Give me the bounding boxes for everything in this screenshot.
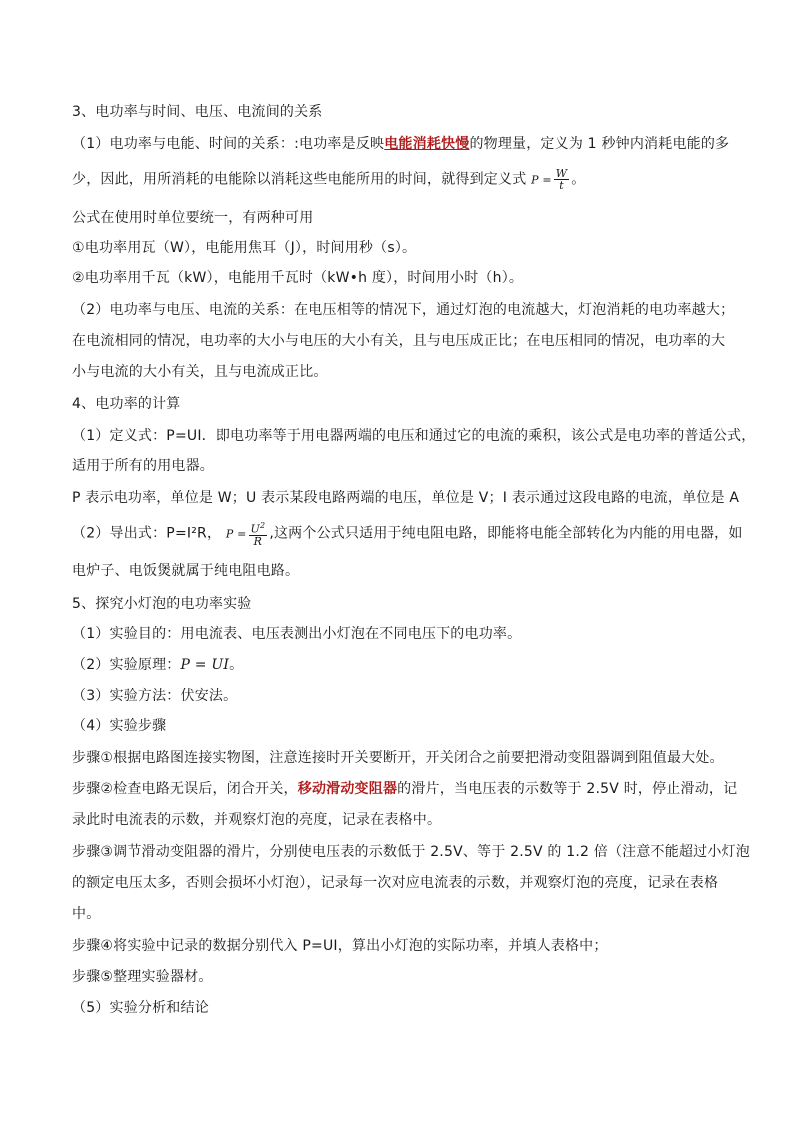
step-1: 步骤①根据电路图连接实物图，注意连接时开关要断开，开关闭合之前要把滑动变阻器调到阻值最大处。 — [72, 750, 724, 766]
s4-def-line3: P 表示电功率，单位是 W；U 表示某段电路两端的电压，单位是 V；I 表示通过这段电路的电流，单位是 A — [72, 490, 740, 506]
step-3-line1: 步骤③调节滑动变阻器的滑片，分别使电压表的示数低于 2.5V、等于 2.5V 的 1.2 倍（注意不能超过小灯泡 — [72, 844, 750, 860]
fraction-numerator-exponent: 2 — [260, 521, 266, 530]
s3-p1-line1 — [72, 134, 729, 154]
experiment-aim: （1）实验目的：用电流表、电压表测出小灯泡在不同电压下的电功率。 — [72, 626, 522, 642]
fraction-numerator: W — [555, 167, 568, 180]
step-5: 步骤⑤整理实验器材。 — [72, 969, 213, 985]
s3-p1-text-a: （1）电功率与电能、时间的关系：:电功率是反映 — [72, 136, 385, 152]
s3-p1-highlight: 电能消耗快慢 — [384, 136, 470, 152]
experiment-method: （3）实验方法：伏安法。 — [72, 688, 238, 704]
s3-p2-line1: （2）电功率与电压、电流的关系：在电压相等的情况下，通过灯泡的电流越大，灯泡消耗的电功率越大； — [72, 302, 735, 318]
s4-derived-text-a: （2）导出式：P=I²R， — [72, 525, 222, 542]
step-3-line2: 的额定电压太多，否则会损坏小灯泡），记录每一次对应电流表的示数，并观察灯泡的亮度，记录在表格 — [72, 875, 719, 891]
step-2-text-b: 的滑片，当电压表的示数等于 2.5V 时，停止滑动，记 — [397, 781, 738, 797]
step-4: 步骤④将实验中记录的数据分别代入 P=UI，算出小灯泡的实际功率，并填人表格中； — [72, 938, 608, 954]
units-intro: 公式在使用时单位要统一，有两种可用 — [72, 210, 314, 226]
derived-formula-lhs: P = — [225, 527, 247, 541]
fraction-denominator: t — [559, 179, 564, 192]
s3-p1-text-c: 少，因此，用所消耗的电能除以消耗这些电能所用的时间，就得到定义式 — [72, 171, 527, 188]
section-4-title: 4、电功率的计算 — [72, 396, 181, 412]
fraction-numerator — [249, 520, 268, 536]
s4-derived-text-b: ,这两个公式只适用于纯电阻电路，即能将电能全部转化为内能的用电器，如 — [269, 525, 743, 542]
s4-def-line1: （1）定义式：P=UI．即电功率等于用电器两端的电压和通过它的电流的乘积，该公式是电功率的普适公式， — [72, 428, 756, 444]
section-5-title: 5、探究小灯泡的电功率实验 — [72, 596, 252, 612]
analysis-title: （5）实验分析和结论 — [72, 1000, 209, 1016]
definition-formula-fraction — [554, 168, 570, 191]
step-2-text-a: 步骤②检查电路无误后，闭合开关， — [72, 781, 298, 797]
principle-label: （2）实验原理： — [72, 657, 181, 673]
derived-formula-fraction — [249, 520, 268, 547]
unit-option-1: ①电功率用瓦（W），电能用焦耳（J），时间用秒（s）。 — [72, 240, 417, 256]
fraction-denominator: R — [253, 534, 263, 548]
s4-derived-line1 — [72, 520, 743, 547]
steps-title: （4）实验步骤 — [72, 718, 167, 734]
s3-p1-line2 — [72, 168, 586, 191]
principle-formula: P = UI — [180, 657, 230, 673]
principle-end: 。 — [229, 657, 244, 673]
fraction-numerator-base: U — [250, 522, 261, 536]
step-3-line3: 中。 — [72, 906, 101, 922]
s3-p2-line2: 在电流相同的情况，电功率的大小与电压的大小有关，且与电压成正比；在电压相同的情况，电功率的大 — [72, 333, 726, 349]
step-2-emphasis: 移动滑动变阻器 — [297, 781, 398, 797]
step-2-line2: 录此时电流表的示数，并观察灯泡的亮度，记录在表格中。 — [72, 812, 442, 828]
step-2-line1 — [72, 779, 737, 799]
s4-def-line2: 适用于所有的用电器。 — [72, 458, 214, 474]
unit-option-2: ②电功率用千瓦（kW），电能用千瓦时（kW•h 度），时间用小时（h）。 — [72, 270, 524, 286]
section-3-title: 3、电功率与时间、电压、电流间的关系 — [72, 104, 323, 120]
experiment-principle — [72, 655, 243, 675]
definition-formula-lhs: P = — [531, 173, 552, 187]
s4-derived-line2: 电炉子、电饭煲就属于纯电阻电路。 — [72, 563, 300, 579]
s3-p2-line3: 小与电流的大小有关，且与电流成正比。 — [72, 364, 328, 380]
s3-p1-end: 。 — [571, 171, 586, 188]
s3-p1-text-b: 的物理量，定义为 1 秒钟内消耗电能的多 — [469, 136, 730, 152]
